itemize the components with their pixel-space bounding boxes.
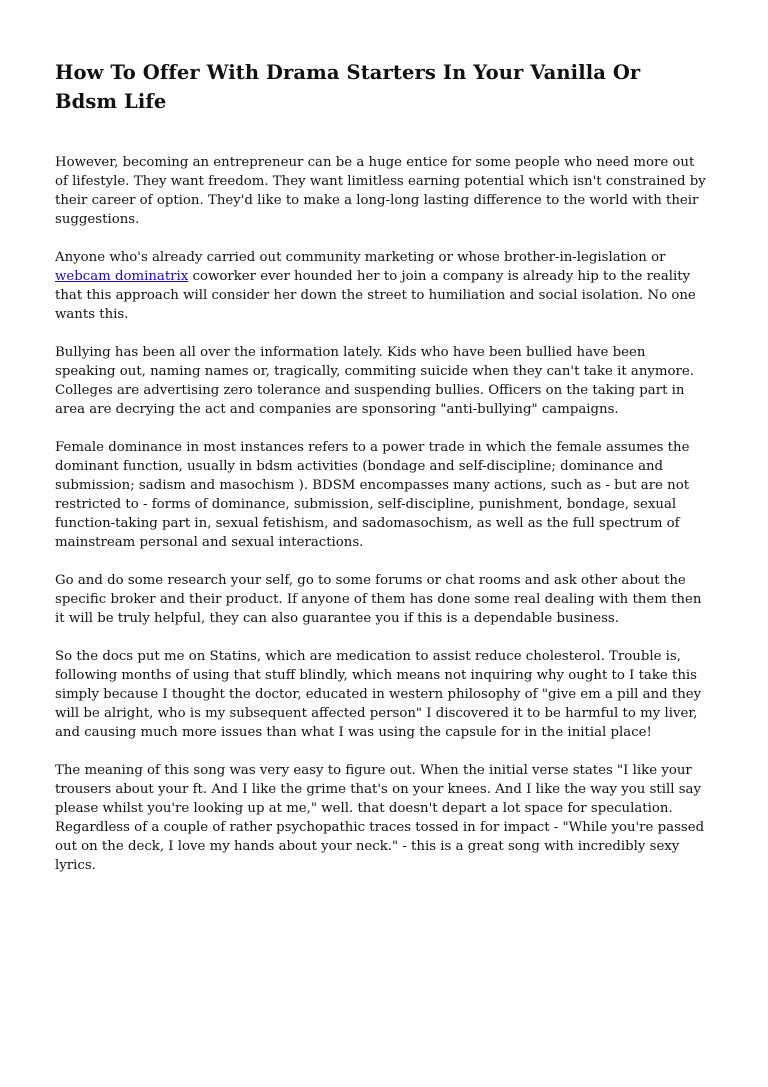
- paragraph-6: So the docs put me on Statins, which are medication to assist reduce cholesterol. Trouble is, following months of using that stuff blindly, which means not inquiring why ought to I take this simply because I thought the doctor, educated in western philosophy of "give em a pill and they will be alright, who is my subsequent affected person" I discovered it to be harmful to my liver, and causing much more issues than what I was using the capsule for in the initial place!: [55, 649, 702, 740]
- paragraph-7: The meaning of this song was very easy to figure out. When the initial verse states "I like your trousers about your ft. And I like the grime that's on your knees. And I like the way you still say please whilst you're looking up at me," well. that doesn't depart a lot space for speculation. Regardless of a couple of rather psychopathic traces tossed in for impact - "While you're passed out on the deck, I love my hands about your neck." - this is a great song with incredibly sexy lyrics.: [55, 763, 705, 873]
- document-page: [55, 58, 707, 894]
- paragraph-4: Female dominance in most instances refers to a power trade in which the female assumes the dominant function, usually in bdsm activities (bondage and self-discipline; dominance and submission; sadism and masochism ). BDSM encompasses many actions, such as - but are not restricted to - forms of dominance, submission, self-discipline, punishment, bondage, sexual function-taking part in, sexual fetishism, and sadomasochism, as well as the full spectrum of mainstream personal and sexual interactions.: [55, 440, 690, 550]
- paragraph-5: Go and do some research your self, go to some forums or chat rooms and ask other about the specific broker and their product. If anyone of them has done some real dealing with them then it will be truly helpful, they can also guarantee you if this is a dependable business.: [55, 573, 702, 626]
- document-title: How To Offer With Drama Starters In Your Vanilla Or Bdsm Life: [55, 61, 641, 113]
- paragraph-3: Bullying has been all over the information lately. Kids who have been bullied have been speaking out, naming names or, tragically, commiting suicide when they can't take it anymore. Colleges are advertising zero tolerance and suspending bullies. Officers on the taking part in area are decrying the act and companies are sponsoring "anti-bullying" campaigns.: [55, 345, 694, 417]
- paragraph-2-text-before: Anyone who's already carried out community marketing or whose brother-in-legislation or: [55, 250, 666, 265]
- paragraph-2-text-after: coworker ever hounded her to join a company is already hip to the reality that this approach will consider her down the street to humiliation and social isolation. No one wants this.: [55, 269, 696, 322]
- paragraph-2: [55, 248, 707, 324]
- paragraph-1: However, becoming an entrepreneur can be a huge entice for some people who need more out of lifestyle. They want freedom. They want limitless earning potential which isn't constrained by their career of option. They'd like to make a long-long lasting difference to the world with their suggestions.: [55, 155, 706, 227]
- webcam-dominatrix-link[interactable]: webcam dominatrix: [55, 269, 189, 284]
